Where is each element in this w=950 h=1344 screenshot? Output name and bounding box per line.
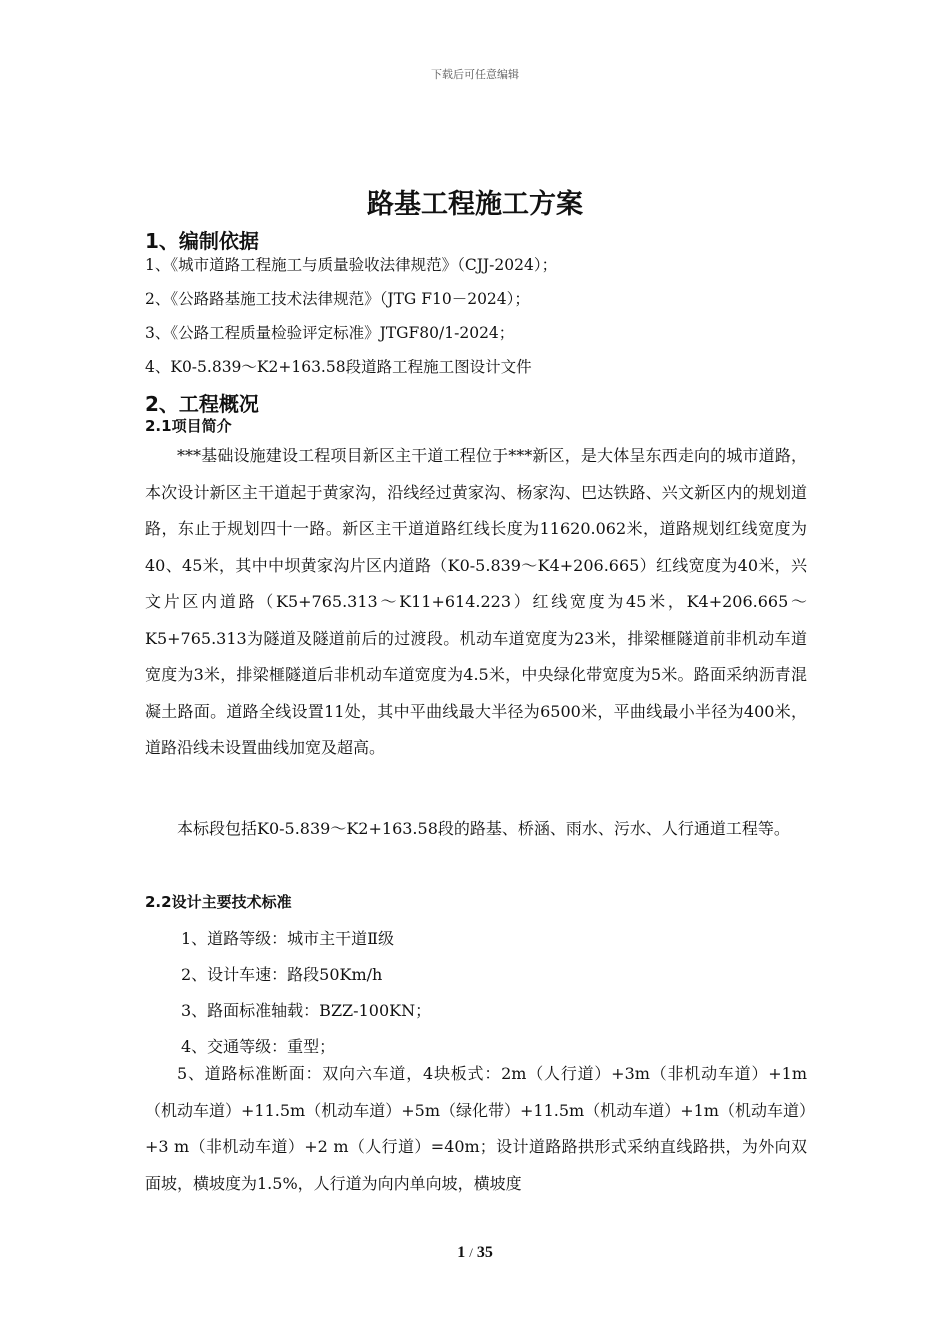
section2-heading: 2、工程概况 — [145, 392, 259, 416]
scope-paragraph: 本标段包括K0-5.839～K2+163.58段的路基、桥涵、雨水、污水、人行通道工程等。 — [177, 819, 790, 838]
header-note: 下载后可任意编辑 — [431, 68, 519, 81]
standard-item-2: 2、设计车速：路段50Km/h — [181, 965, 383, 984]
reference-item-2: 2、《公路路基施工技术法律规范》（JTG F10－2024）； — [145, 290, 530, 308]
project-intro-paragraph: ***基础设施建设工程项目新区主干道工程位于***新区，是大体呈东西走向的城市道路，本次设计新区主干道起于黄家沟，沿线经过黄家沟、杨家沟、巴达铁路、兴文新区内的规划道路，东止于规划四十一路。新区主干道道路红线长度为11620.062米，道路规划红线宽度为40、45米，其中中坝黄家沟片区内道路（K0-5.839～K4+206.665）红线宽度为40米，兴文片区内道路（K5+765.313～K11+614.223）红线宽度为45米，K4+206.665～K5+765.313为隧道及隧道前后的过渡段。机动车道宽度为23米，排梁榧隧道前非机动车道宽度为3米，排梁榧隧道后非机动车道宽度为4.5米，中央绿化带宽度为5米。路面采纳沥青混凝土路面。道路全线设置11处，其中平曲线最大半径为6500米，平曲线最小半径为400米，道路沿线未设置曲线加宽及超高。 — [145, 446, 807, 757]
reference-item-1: 1、《城市道路工程施工与质量验收法律规范》（CJJ-2024）； — [145, 256, 558, 274]
standard-item-3: 3、路面标准轴载：BZZ-100KN； — [181, 1001, 432, 1020]
page-number — [0, 1244, 950, 1262]
page-current: 1 — [457, 1244, 466, 1261]
standard-item-5: 5、道路标准断面：双向六车道，4块板式：2m（人行道）+3m（非机动车道）+1m（机动车道）+11.5m（机动车道）+5m（绿化带）+11.5m（机动车道）+1m（机动车道）+3 m（非机动车道）+2 m（人行道）=40m；设计道路路拱形式采纳直线路拱，为外向双面坡，横坡度为1.5%，人行道为向内单向坡，横坡度 — [145, 1064, 807, 1193]
page-separator: / — [469, 1245, 473, 1260]
subsection-2-2-heading: 2.2设计主要技术标准 — [145, 893, 292, 911]
reference-item-3: 3、《公路工程质量检验评定标准》JTGF80/1-2024； — [145, 324, 515, 342]
reference-item-4: 4、K0-5.839～K2+163.58段道路工程施工图设计文件 — [145, 358, 532, 376]
standard-item-4: 4、交通等级：重型； — [181, 1037, 336, 1056]
document-title: 路基工程施工方案 — [367, 189, 583, 220]
standard-item-1: 1、道路等级：城市主干道Ⅱ级 — [181, 929, 395, 948]
subsection-2-1-heading: 2.1项目简介 — [145, 417, 232, 435]
section1-heading: 1、编制依据 — [145, 229, 259, 253]
page-total: 35 — [476, 1244, 493, 1261]
